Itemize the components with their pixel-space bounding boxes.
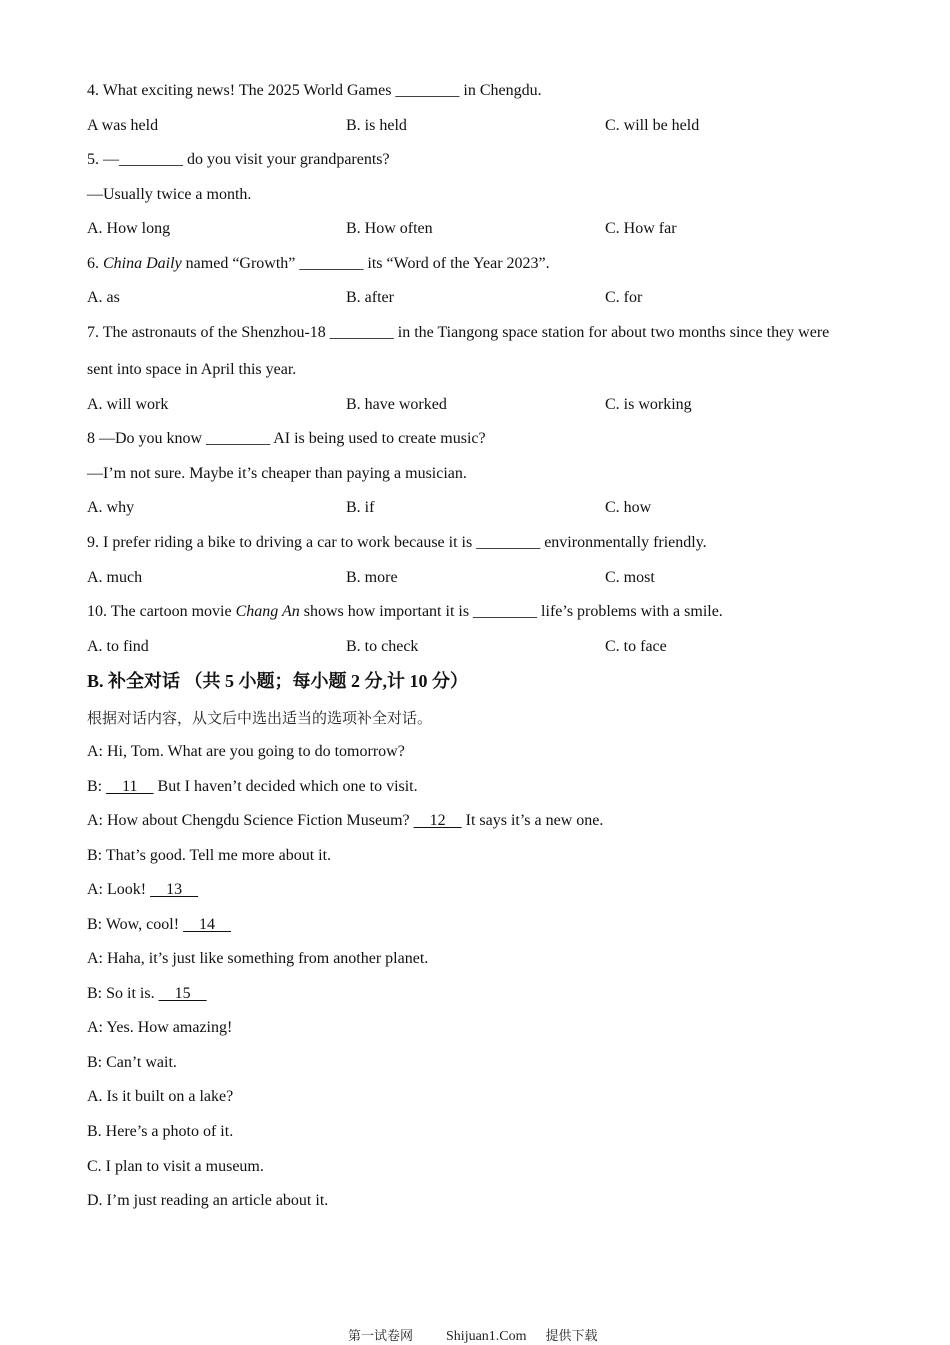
q10-option-b: B. to check — [346, 638, 419, 655]
dialogue-line-2 — [87, 777, 418, 797]
dialogue-text: It says it’s a new one. — [461, 812, 604, 829]
q6-stem-post: named “Growth” ________ its “Word of the Year 2023”. — [181, 255, 550, 272]
dialogue-line-6 — [87, 915, 231, 935]
section-b-instruction: 根据对话内容，从文后中选出适当的选项补全对话。 — [87, 709, 433, 727]
q10-stem-pre: 10. The cartoon movie — [87, 603, 236, 620]
question-5-stem: 5. —________ do you visit your grandparents? — [87, 151, 390, 168]
dialogue-text: A: Look! — [87, 881, 151, 898]
q6-option-c: C. for — [605, 289, 643, 306]
q6-stem-pre: 6. — [87, 255, 103, 272]
question-4-stem: 4. What exciting news! The 2025 World Games ________ in Chengdu. — [87, 82, 542, 99]
dialogue-text: But I haven’t decided which one to visit. — [153, 778, 418, 795]
q6-stem-italic: China Daily — [103, 255, 182, 272]
choice-c: C. I plan to visit a museum. — [87, 1158, 264, 1175]
q8-option-a: A. why — [87, 499, 135, 516]
choice-d: D. I’m just reading an article about it. — [87, 1192, 329, 1209]
dialogue-text: B: So it is. — [87, 985, 159, 1002]
footer-suffix: 提供下载 — [545, 1329, 598, 1344]
question-5-reply: —Usually twice a month. — [87, 186, 252, 203]
dialogue-line-9: A: Yes. How amazing! — [87, 1019, 233, 1036]
q6-option-a: A. as — [87, 289, 120, 306]
q4-option-a: A was held — [87, 117, 159, 134]
q9-option-a: A. much — [87, 569, 143, 586]
q6-option-b: B. after — [346, 289, 394, 306]
choice-b: B. Here’s a photo of it. — [87, 1123, 234, 1140]
q9-option-c: C. most — [605, 569, 655, 586]
footer-site-en: Shijuan1.Com — [446, 1329, 527, 1344]
blank-15: 15 — [158, 985, 207, 1002]
question-7-stem-cont: sent into space in April this year. — [87, 361, 297, 378]
blank-13: 13 — [150, 881, 199, 898]
question-7-stem: 7. The astronauts of the Shenzhou-18 ________ in the Tiangong space station for about two months since they were — [87, 324, 830, 341]
q5-option-a: A. How long — [87, 220, 171, 237]
choice-a: A. Is it built on a lake? — [87, 1088, 234, 1105]
q5-option-c: C. How far — [605, 220, 677, 237]
dialogue-line-3 — [87, 811, 603, 831]
dialogue-text: A: How about Chengdu Science Fiction Museum? — [87, 812, 414, 829]
dialogue-line-1: A: Hi, Tom. What are you going to do tomorrow? — [87, 743, 405, 760]
dialogue-line-8 — [87, 984, 207, 1004]
dialogue-text: B: — [87, 778, 107, 795]
question-9-stem: 9. I prefer riding a bike to driving a car to work because it is ________ environmentally friendly. — [87, 534, 707, 551]
q8-option-c: C. how — [605, 499, 652, 516]
q7-option-b: B. have worked — [346, 396, 447, 413]
question-8-stem: 8 —Do you know ________ AI is being used to create music? — [87, 430, 486, 447]
footer-site-cn: 第一试卷网 — [348, 1329, 414, 1344]
q8-option-b: B. if — [346, 499, 375, 516]
q7-option-c: C. is working — [605, 396, 692, 413]
q10-option-a: A. to find — [87, 638, 149, 655]
page-footer — [348, 1325, 598, 1345]
dialogue-line-10: B: Can’t wait. — [87, 1054, 177, 1071]
dialogue-line-4: B: That’s good. Tell me more about it. — [87, 847, 332, 864]
q10-stem-post: shows how important it is ________ life’s problems with a smile. — [299, 603, 723, 620]
q4-option-c: C. will be held — [605, 117, 700, 134]
question-8-reply: —I’m not sure. Maybe it’s cheaper than paying a musician. — [87, 465, 467, 482]
dialogue-line-7: A: Haha, it’s just like something from another planet. — [87, 950, 429, 967]
question-10-stem — [87, 602, 723, 622]
question-6-stem — [87, 254, 550, 274]
q10-option-c: C. to face — [605, 638, 667, 655]
section-b-heading: B. 补全对话 （共 5 小题；每小题 2 分,计 10 分） — [87, 671, 469, 691]
blank-14: 14 — [183, 916, 232, 933]
q7-option-a: A. will work — [87, 396, 169, 413]
dialogue-line-5 — [87, 880, 198, 900]
dialogue-text: B: Wow, cool! — [87, 916, 184, 933]
blank-11: 11 — [106, 778, 154, 795]
q10-stem-italic: Chang An — [235, 603, 300, 620]
q5-option-b: B. How often — [346, 220, 433, 237]
blank-12: 12 — [413, 812, 462, 829]
q9-option-b: B. more — [346, 569, 398, 586]
q4-option-b: B. is held — [346, 117, 407, 134]
